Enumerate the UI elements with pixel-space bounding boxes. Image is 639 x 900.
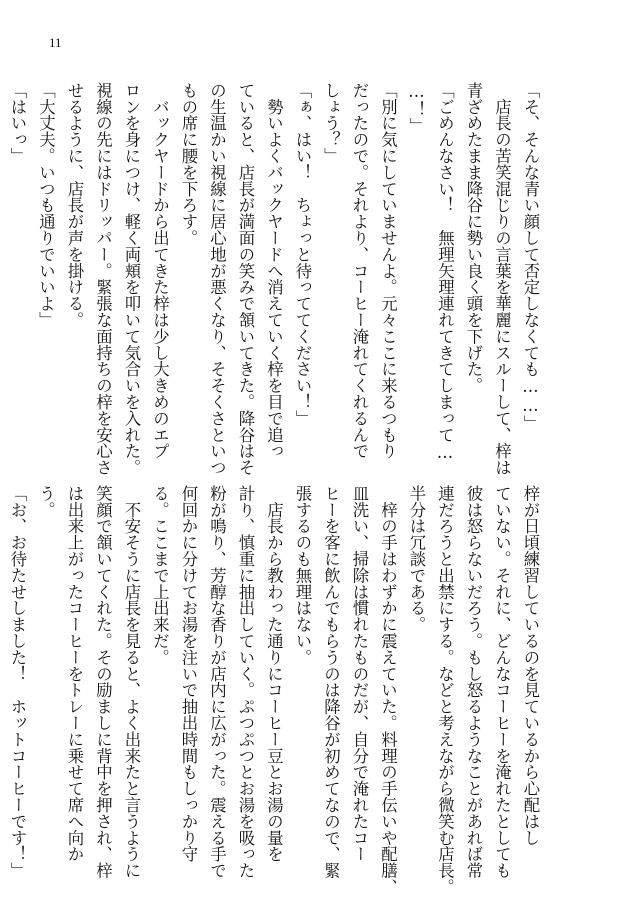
text-line: だったので。それより、コーヒー淹れてくれるんで xyxy=(350,82,369,460)
text-line: 連だろうと出禁にする。などと考えながら微笑む店長。 xyxy=(435,485,455,895)
text-line: 何回かに分けてお湯を注いで抽出時間もしっかり守 xyxy=(179,485,198,863)
text-line: せるように、店長が声を掛ける。 xyxy=(65,82,84,328)
text-line: バックヤードから出てきた梓は少し大きめのエプ xyxy=(150,82,170,460)
text-line: 勢いよくバックヤードへ消えていく梓を目で追っ xyxy=(264,82,284,460)
text-line: ロンを身につけ、軽く両頬を叩いて気合いを入れた。 xyxy=(122,82,141,476)
text-line: 「大丈夫。いつも通りでいいよ」 xyxy=(36,82,56,328)
text-line: 笑顔で頷いてくれた。その励ましに背中を押され、梓 xyxy=(93,485,113,879)
text-line: 不安そうに店長を見ると、よく出来たと言うように xyxy=(122,485,141,879)
text-line: 半分は冗談である。 xyxy=(407,485,426,633)
text-line: 「そ、そんな青い顔して否定しなくても……」 xyxy=(521,82,540,432)
text-line: 皿洗い、掃除は慣れたものだが、自分で淹れたコー xyxy=(350,485,369,863)
text-line: 「お、お待たせしました！ ホットコーヒーです！」 xyxy=(8,485,27,879)
text-line: 「ごめんなさい！ 無理矢理連れてきてしまって… xyxy=(435,82,455,462)
text-line: 計り、慎重に抽出していく。ぷつぷつとお湯を吸った xyxy=(236,485,255,879)
text-line: 「ぁ、はい！ ちょっと待っててください！」 xyxy=(293,82,312,427)
text-line: 店長から教わった通りにコーヒー豆とお湯の量を xyxy=(264,485,284,863)
text-line: 「別に気にしていませんよ。元々ここに来るつもり xyxy=(378,82,398,460)
text-line: 梓の手はわずかに震えていた。料理の手伝いや配膳、 xyxy=(378,485,398,895)
page-number: 11 xyxy=(49,35,62,50)
lower-text-block xyxy=(3,485,545,895)
text-line: の生温かい視線に居心地が悪くなり、そそくさといつ xyxy=(207,82,227,476)
text-line: ヒーを客に飲んでもらうのは降谷が初めてなので、緊 xyxy=(321,485,341,879)
upper-text-block xyxy=(3,82,545,476)
text-line: 彼は怒らないだろう。もし怒るようなことがあれば常 xyxy=(464,485,483,879)
text-line: る。ここまで上出来だ。 xyxy=(150,485,170,666)
text-line: 張するのも無理はない。 xyxy=(293,485,312,666)
text-line: ていると、店長が満面の笑みで頷いてきた。降谷はそ xyxy=(236,82,255,476)
text-line: 青ざめたまま降谷に勢い良く頭を下げた。 xyxy=(464,82,483,394)
text-line: う。 xyxy=(36,485,56,518)
text-line: 店長の苦笑混じりの言葉を華麗にスルーして、梓は xyxy=(492,82,512,476)
text-line: 視線の先にはドリッパー。緊張な面持ちの梓を安心さ xyxy=(93,82,113,476)
text-line: ていない。それに、どんなコーヒーを淹れたとしても xyxy=(492,485,512,879)
text-line: もの席に腰を下ろす。 xyxy=(179,82,198,246)
text-line: 梓が日頃練習しているのを見ているから心配はし xyxy=(521,485,540,846)
text-line: しょう？」 xyxy=(321,82,341,164)
text-line: 粉が鳴り、芳醇な香りが店内に広がった。震える手で xyxy=(207,485,227,879)
text-line: 「はいっ」 xyxy=(8,82,27,164)
text-line: は出来上がったコーヒーをトレーに乗せて席へ向か xyxy=(65,485,84,863)
text-line: …！」 xyxy=(407,82,426,134)
